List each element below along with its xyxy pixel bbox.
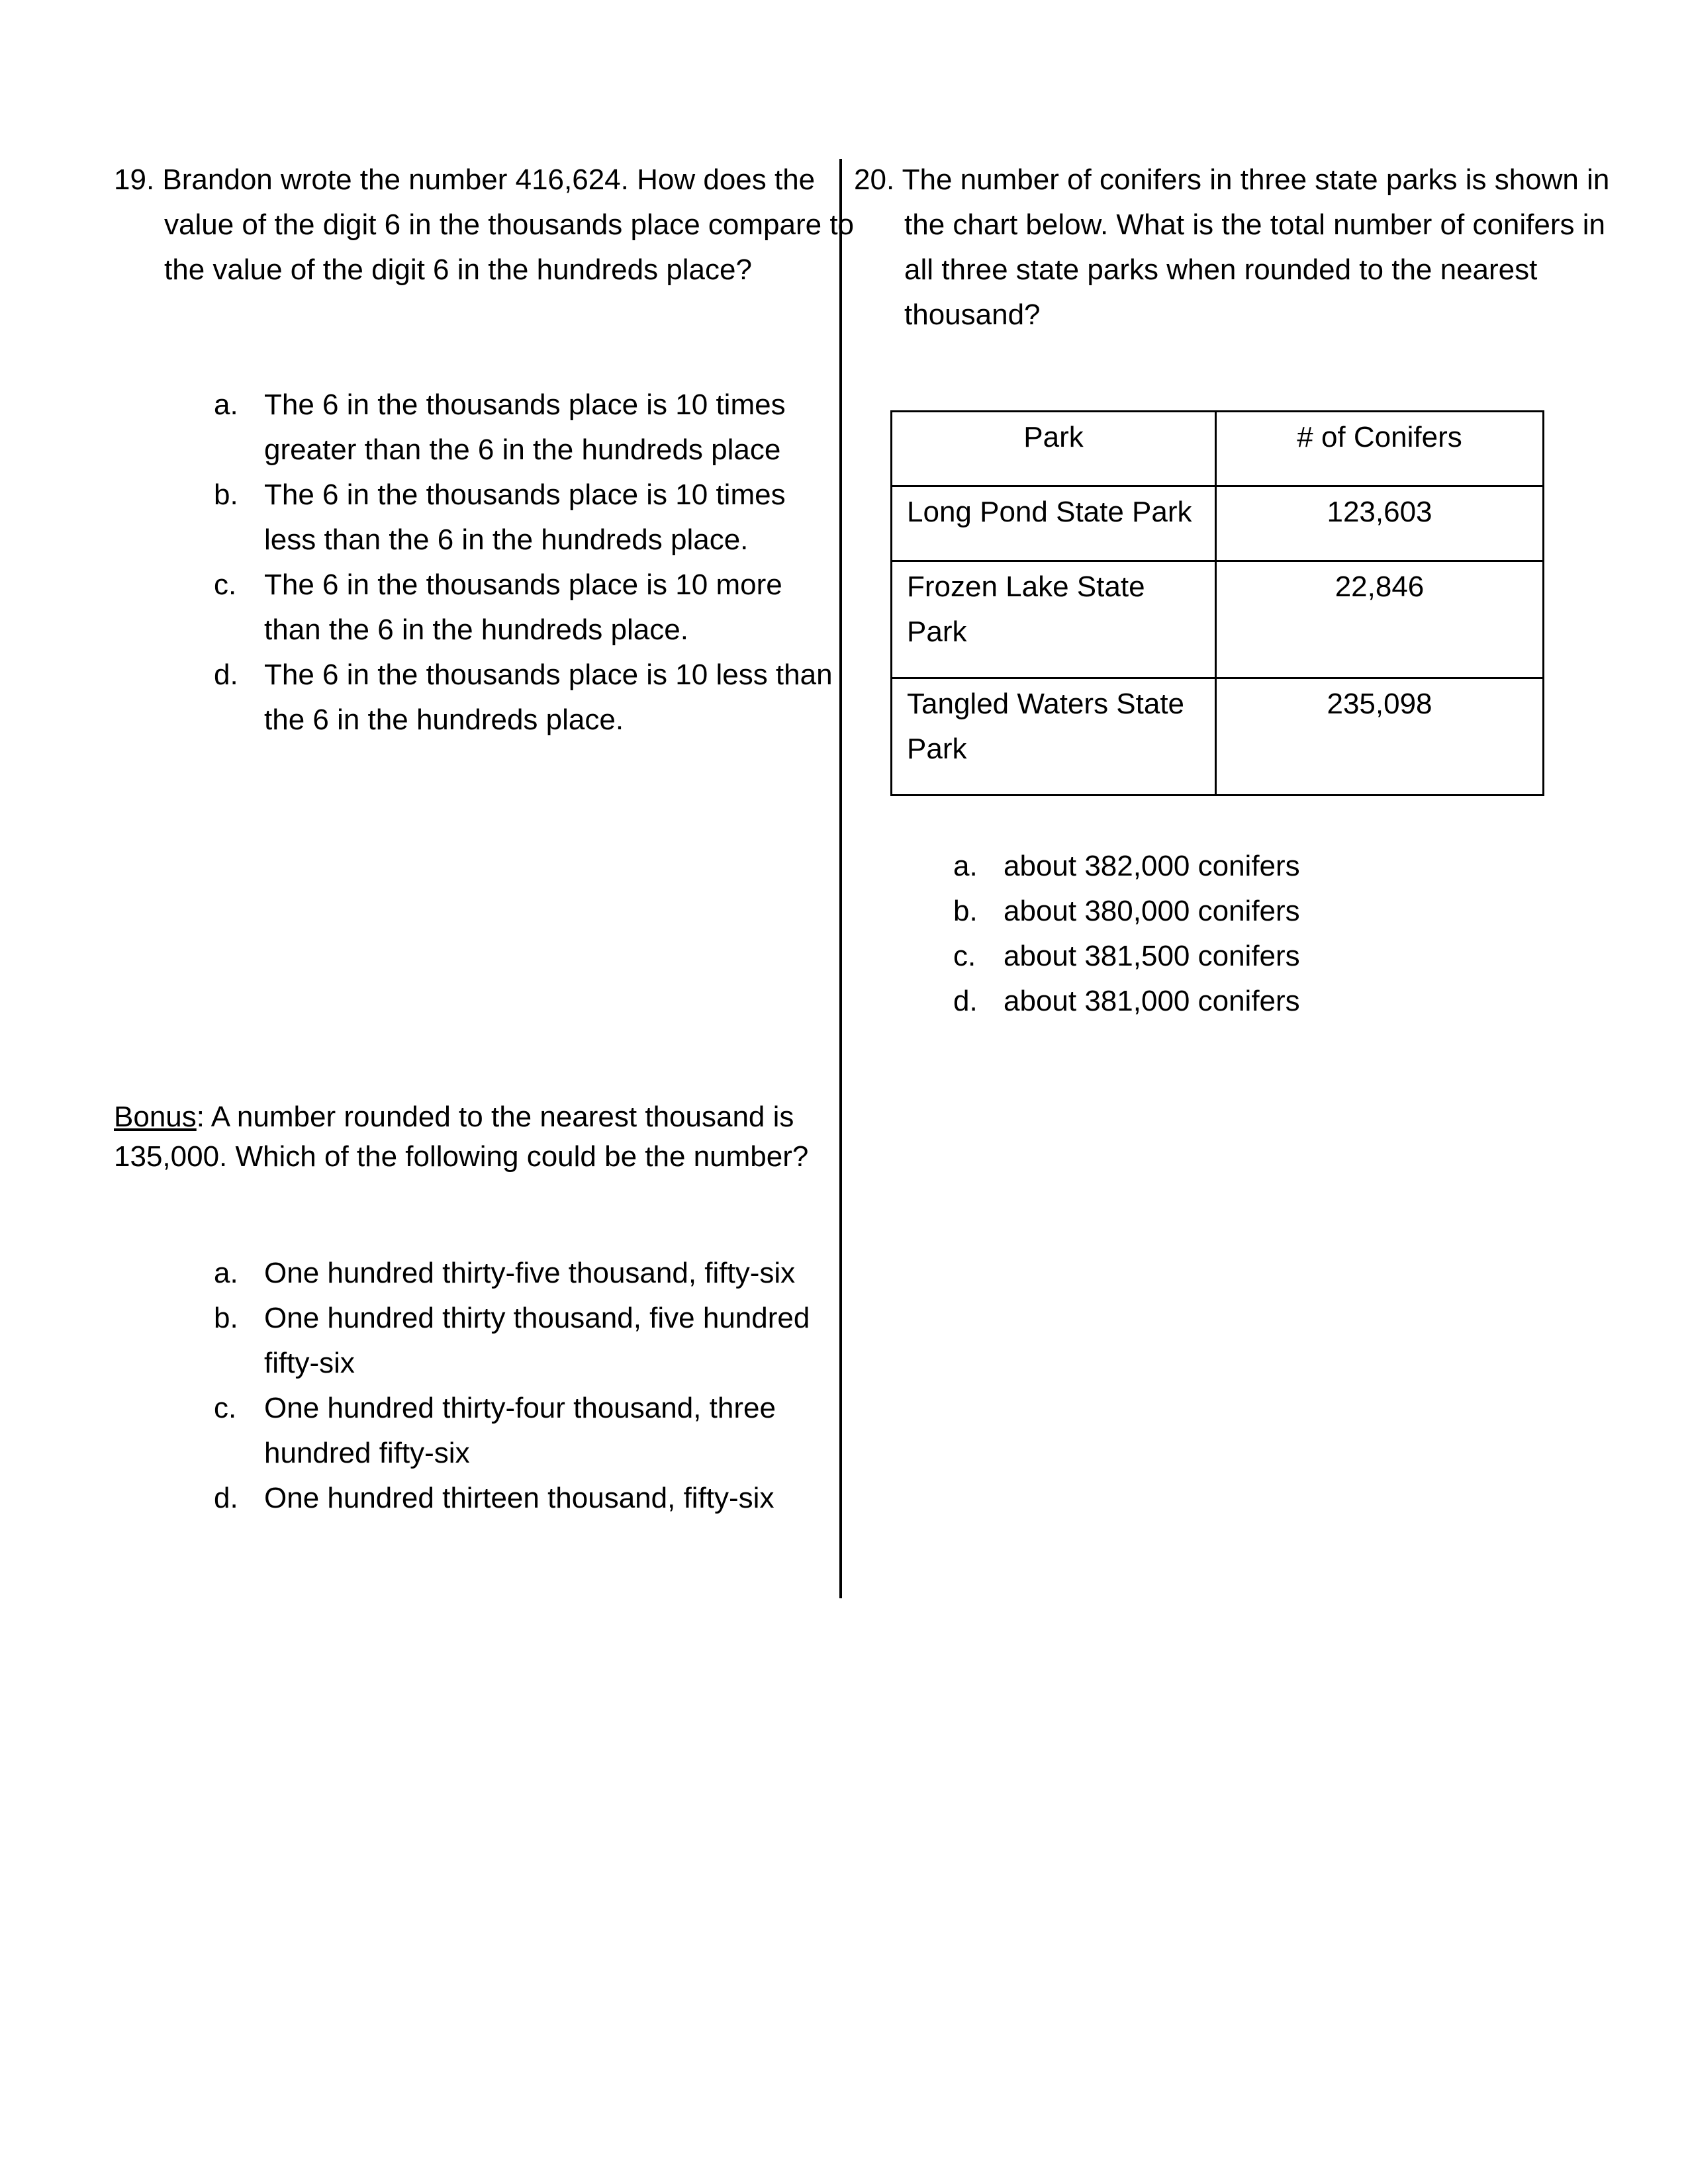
question-19-choice-c[interactable]: c. The 6 in the thousands place is 10 more than the 6 in the hundreds place. xyxy=(214,569,782,646)
question-20-text: The number of conifers in three state parks is shown in the chart below. What is the total number of conifers in all three state parks when rounded to the nearest thousand? xyxy=(902,163,1610,331)
bonus-stem xyxy=(114,1097,832,1177)
bonus-choice-a[interactable]: a. One hundred thirty-five thousand, fifty-six xyxy=(214,1257,796,1289)
conifer-count-cell: 235,098 xyxy=(1216,678,1544,796)
bonus-choices xyxy=(214,1251,839,1521)
bonus-choice-c[interactable]: c. One hundred thirty-four thousand, three hundred fifty-six xyxy=(214,1392,776,1469)
question-20-number: 20. xyxy=(854,163,895,196)
conifers-table xyxy=(890,410,1544,796)
question-19-stem xyxy=(114,158,872,293)
column-divider xyxy=(839,159,842,1598)
question-19-choices xyxy=(214,383,836,743)
question-20-choice-c[interactable]: c. about 381,500 conifers xyxy=(953,940,1300,972)
question-19-text: Brandon wrote the number 416,624. How does the value of the digit 6 in the thousands place compare to the value of the digit 6 in the hundreds place? xyxy=(162,163,855,286)
bonus-text: : A number rounded to the nearest thousand is 135,000. Which of the following could be the number? xyxy=(114,1101,809,1173)
question-19-choice-b[interactable]: b. The 6 in the thousands place is 10 times less than the 6 in the hundreds place. xyxy=(214,478,786,556)
conifer-count-cell: 22,846 xyxy=(1216,561,1544,678)
bonus-choice-d[interactable]: d. One hundred thirteen thousand, fifty-six xyxy=(214,1482,774,1514)
table-header-conifers: # of Conifers xyxy=(1216,412,1544,486)
question-20-choices xyxy=(953,844,1549,1024)
question-19-choice-a[interactable]: a. The 6 in the thousands place is 10 times greater than the 6 in the hundreds place xyxy=(214,388,786,466)
question-20-choice-b[interactable]: b. about 380,000 conifers xyxy=(953,895,1300,927)
question-20-choice-d[interactable]: d. about 381,000 conifers xyxy=(953,985,1300,1017)
question-19-number: 19. xyxy=(114,163,155,196)
table-row xyxy=(892,561,1544,678)
park-name-cell: Long Pond State Park xyxy=(892,486,1216,561)
table-header-park: Park xyxy=(892,412,1216,486)
bonus-choice-b[interactable]: b. One hundred thirty thousand, five hundred fifty-six xyxy=(214,1302,810,1379)
question-20-choice-a[interactable]: a. about 382,000 conifers xyxy=(953,850,1300,882)
bonus-label: Bonus xyxy=(114,1101,197,1133)
question-19-choice-d[interactable]: d. The 6 in the thousands place is 10 less than the 6 in the hundreds place. xyxy=(214,659,833,736)
table-row xyxy=(892,678,1544,796)
table-row xyxy=(892,486,1544,561)
table-header-row xyxy=(892,412,1544,486)
conifer-count-cell: 123,603 xyxy=(1216,486,1544,561)
question-20-stem xyxy=(854,158,1622,338)
park-name-cell: Tangled Waters State Park xyxy=(892,678,1216,796)
park-name-cell: Frozen Lake State Park xyxy=(892,561,1216,678)
